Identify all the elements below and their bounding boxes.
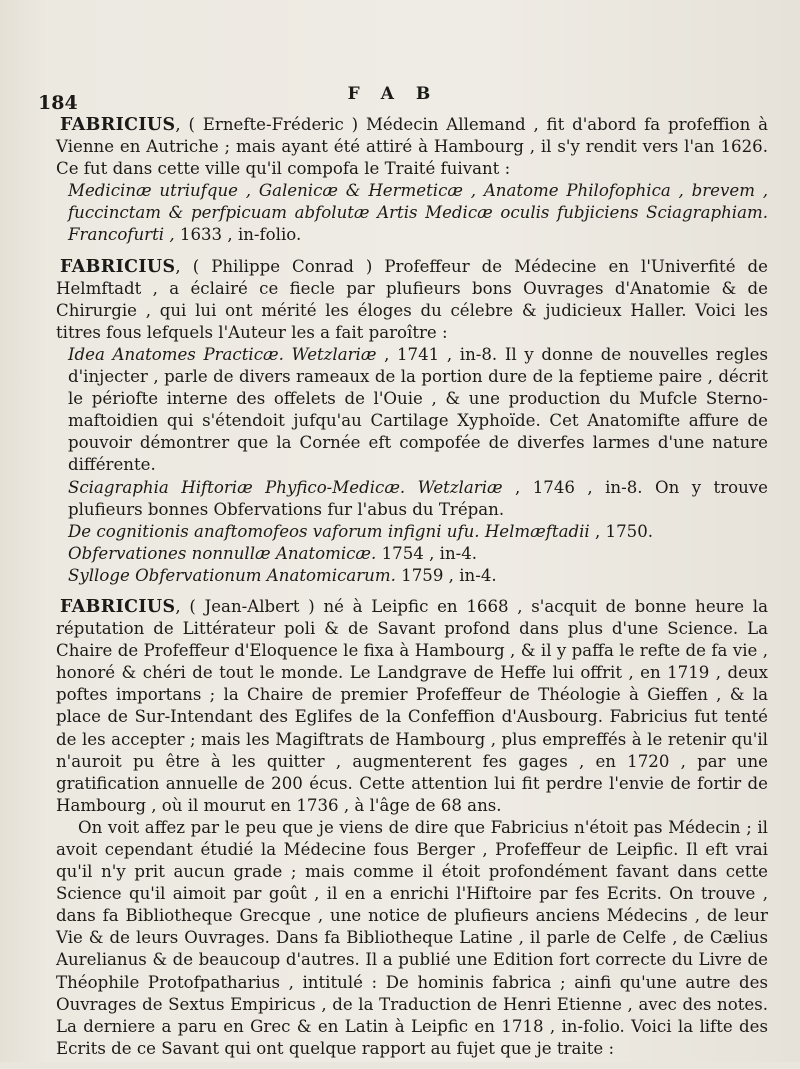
- entry-jean-albert: [56, 596, 768, 1060]
- page-number: 184: [38, 92, 78, 114]
- work-citation: [56, 180, 768, 246]
- work-details: 1759 , in-4.: [395, 565, 497, 585]
- entry-name: FABRICIUS: [60, 596, 176, 617]
- work-title: Medicinæ utriufque , Galenicæ & Hermeticæ , Anatome Philofophica , brevem , fuccinctam & perfpicuam abfolutæ Artis Medicæ oculis fubjiciens Sciagraphiam. Francofurti ,: [68, 181, 768, 245]
- work-citation: [56, 344, 768, 477]
- page-text: [56, 114, 768, 1069]
- entry-paragraph: [56, 596, 768, 817]
- work-title: De cognitionis anaftomofeos vaforum infigni ufu. Helmæftadii: [68, 521, 590, 541]
- work-citation: [56, 521, 768, 543]
- entry-philippe-conrad: [56, 256, 768, 587]
- entry-name: FABRICIUS: [60, 115, 176, 135]
- work-citation: [56, 565, 768, 587]
- entry-given-name: , ( Ernefte-Fréderic ): [175, 115, 366, 134]
- work-details: 1633 , in-folio.: [174, 225, 302, 245]
- work-details: 1754 , in-4.: [376, 543, 478, 563]
- entry-ernest-frederic: [56, 114, 768, 247]
- work-citation: [56, 477, 768, 521]
- work-title: Idea Anatomes Practicæ. Wetzlariæ: [68, 344, 377, 364]
- work-title: Obfervationes nonnullæ Anatomicæ.: [68, 543, 377, 563]
- work-title: Sylloge Obfervationum Anatomicarum.: [68, 565, 396, 585]
- entry-given-name: , ( Jean-Albert ): [175, 596, 324, 616]
- entry-paragraph: [56, 114, 768, 180]
- work-details: , 1741 , in-8. Il y donne de nouvelles regles d'injecter , parle de divers rameaux de la portion dure de la feptieme paire , décrit le périofte interne des offelets de l'Ouie , & une production du Mufcle Sterno-maftoidien qui s'étendoit jufqu'au Cartilage Xyphoïde. Cet Anatomifte affure de pouvoir démontrer que la Cornée eft compofée de diverfes larmes d'une nature différente.: [68, 344, 768, 475]
- work-details: , 1746 , in-8. On y trouve plufieurs bonnes Obfervations fur l'abus du Trépan.: [68, 477, 768, 519]
- entry-body: né à Leipfic en 1668 , s'acquit de bonne heure la réputation de Littérateur poli & de Savant profond dans plus d'une Science. La Chaire de Profeffeur d'Eloquence le fixa à Hambourg , & il y paffa le refte de fa vie , honoré & chéri de tout le monde. Le Landgrave de Heffe lui offrit , en 1719 , deux poftes importans ; la Chaire de premier Profeffeur de Théologie à Gieffen , & la place de Sur-Intendant des Eglifes de la Confeffion d'Ausbourg. Fabricius fut tenté de les accepter ; mais les Magiftrats de Hambourg , plus empreffés à le retenir qu'il n'auroit pu être à les quitter , augmenterent fes gages , en 1720 , par une gratification annuelle de 200 écus. Cette attention lui fit perdre l'envie de fortir de Hambourg , où il mourut en 1736 , à l'âge de 68 ans.: [56, 596, 768, 815]
- running-head: FAB: [347, 84, 453, 104]
- entry-paragraph-continued: On voit affez par le peu que je viens de dire que Fabricius n'étoit pas Médecin ; il avoit cependant étudié la Médecine fous Berger , Profeffeur de Leipfic. Il eft vrai qu'il n'y prit aucun grade ; mais comme il étoit profondément favant dans cette Science qu'il aimoit par goût , il en a enrichi l'Hiftoire par fes Ecrits. On trouve , dans fa Bibliotheque Grecque , une notice de plufieurs anciens Médecins , de leur Vie & de leurs Ouvrages. Dans fa Bibliotheque Latine , il parle de Celfe , de Cælius Aurelianus & de beaucoup d'autres. Il a publié une Edition fort correcte du Livre de Théophile Protofpatharius , intitulé : De hominis fabrica ; ainfi qu'une autre des Ouvrages de Sextus Empiricus , de la Traduction de Henri Etienne , avec des notes. La derniere a paru en Grec & en Latin à Leipfic en 1718 , in-folio. Voici la lifte des Ecrits de ce Savant qui ont quelque rapport au fujet que je traite :: [56, 817, 768, 1058]
- entry-paragraph: [56, 256, 768, 344]
- work-details: , 1750.: [589, 521, 654, 541]
- work-title: Sciagraphia Hiftoriæ Phyfico-Medicæ. Wetzlariæ: [68, 477, 503, 497]
- entry-body: Médecin Allemand , fit d'abord fa profeffion à Vienne en Autriche ; mais ayant été attiré à Hambourg , il s'y rendit vers l'an 1626. Ce fut dans cette ville qu'il compofa le Traité fuivant :: [56, 115, 768, 179]
- entry-name: FABRICIUS: [60, 256, 176, 277]
- work-citation: [56, 543, 768, 565]
- entry-body: Profeffeur de Médecine en l'Univerfité de Helmftadt , a éclairé ce fiecle par plufieurs bons Ouvrages d'Anatomie & de Chirurgie , qui lui ont mérité les éloges du célebre & judicieux Haller. Voici les titres fous lefquels l'Auteur les a fait paroître :: [56, 256, 768, 342]
- entry-given-name: , ( Philippe Conrad ): [175, 256, 385, 276]
